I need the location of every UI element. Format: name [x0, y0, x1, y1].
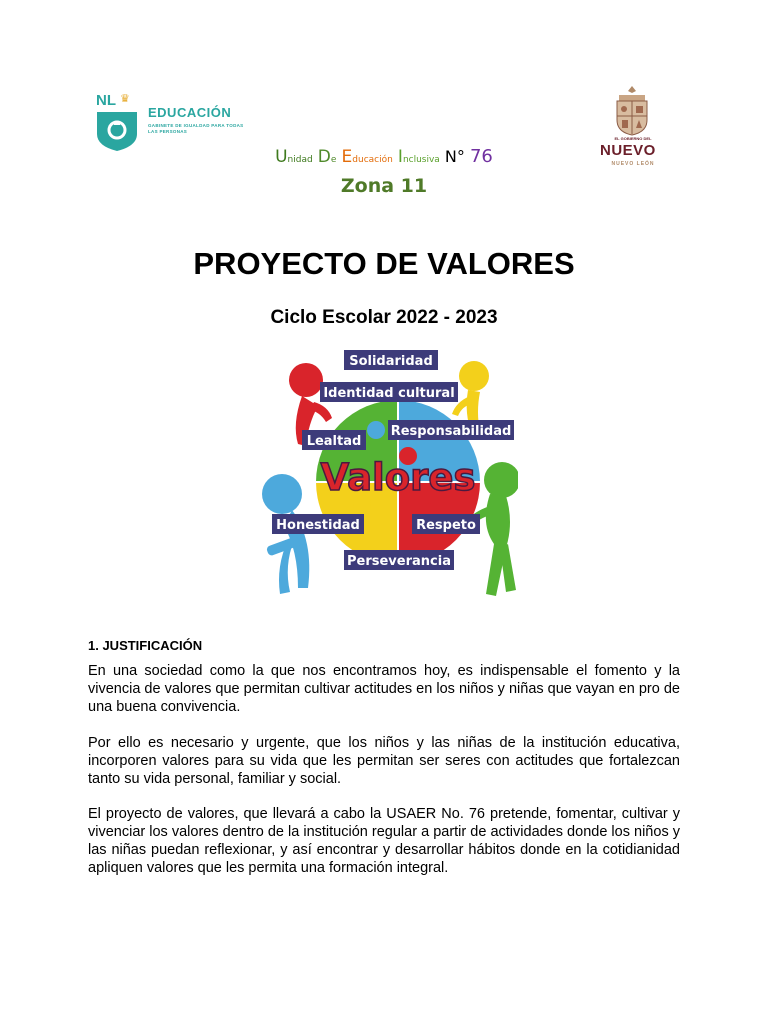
value-label-responsabilidad [388, 420, 514, 440]
value-label-perseverancia [344, 550, 454, 570]
logo-subtitle: GABINETE DE IGUALDAD PARA TODAS LAS PERSONAS [148, 123, 244, 134]
unit-word-rest: nidad [287, 155, 313, 165]
responsabilidad-text: Responsabilidad [390, 424, 512, 439]
honestidad-text: Honestidad [276, 518, 360, 533]
unit-initial-u: U [275, 147, 288, 167]
nuevo-name: NUEVO [600, 142, 656, 159]
school-cycle: Ciclo Escolar 2022 - 2023 [270, 307, 498, 328]
value-label-honestidad [272, 514, 364, 534]
crown-icon: ♛ [120, 93, 130, 105]
unit-name [0, 146, 768, 167]
educacion-name: EDUCACIÓN [148, 105, 232, 120]
center-word: Valores [320, 456, 476, 499]
logo-bottom-text: NUEVO LEÓN [611, 161, 655, 167]
solidaridad-text: Solidaridad [349, 354, 433, 369]
unit-initial-i: I [397, 147, 403, 167]
unit-number-label: N° [444, 147, 465, 166]
unit-number: 76 [469, 146, 493, 167]
identidad-text: Identidad cultural [323, 386, 455, 401]
unit-word-rest: nclusiva [402, 155, 440, 165]
document-title: PROYECTO DE VALORES [193, 246, 575, 281]
nl-mark: NL [96, 92, 116, 109]
unit-word-rest: ducación [352, 155, 393, 165]
respeto-text: Respeto [416, 518, 476, 533]
unit-initial-e: E [341, 147, 353, 167]
section-heading: 1. JUSTIFICACIÓN [88, 638, 203, 653]
coat-of-arms-icon [609, 84, 655, 136]
lealtad-text: Lealtad [306, 434, 362, 449]
value-label-respeto [412, 514, 480, 534]
value-label-identidad [320, 382, 458, 402]
paragraph: En una sociedad como la que nos encontramos hoy, es indispensable el fomento y la vivencia de valores que permitan cultivar actitudes en los niños y niñas que vayan en pro de una buena convivencia. [88, 663, 680, 715]
unit-initial-d: D [317, 147, 331, 167]
paragraph: El proyecto de valores, que llevará a cabo la USAER No. 76 pretende, fomentar, cultivar y vivenciar los valores dentro de la institución regular a partir de actividades donde los niños y las niñas puedan reflexionar, y así encontrar y desarrollar hábitos donde en la cotidianidad apliquen valores que les permita una formación integral. [88, 806, 680, 876]
value-label-solidaridad [344, 350, 438, 370]
perseverancia-text: Perseverancia [347, 554, 451, 569]
logo-top-text: EL GOBIERNO DEL [614, 136, 652, 141]
paragraph: Por ello es necesario y urgente, que los niños y las niñas de la institución educativa, incorporen valores para su vida que les permitan ser seres con actitudes que fortalezcan tanto su vida personal, familiar y social. [88, 735, 680, 787]
zone-label: Zona 11 [340, 175, 428, 197]
value-label-lealtad [302, 430, 366, 450]
unit-word-rest: e [330, 155, 337, 165]
values-puzzle-illustration [258, 344, 518, 606]
